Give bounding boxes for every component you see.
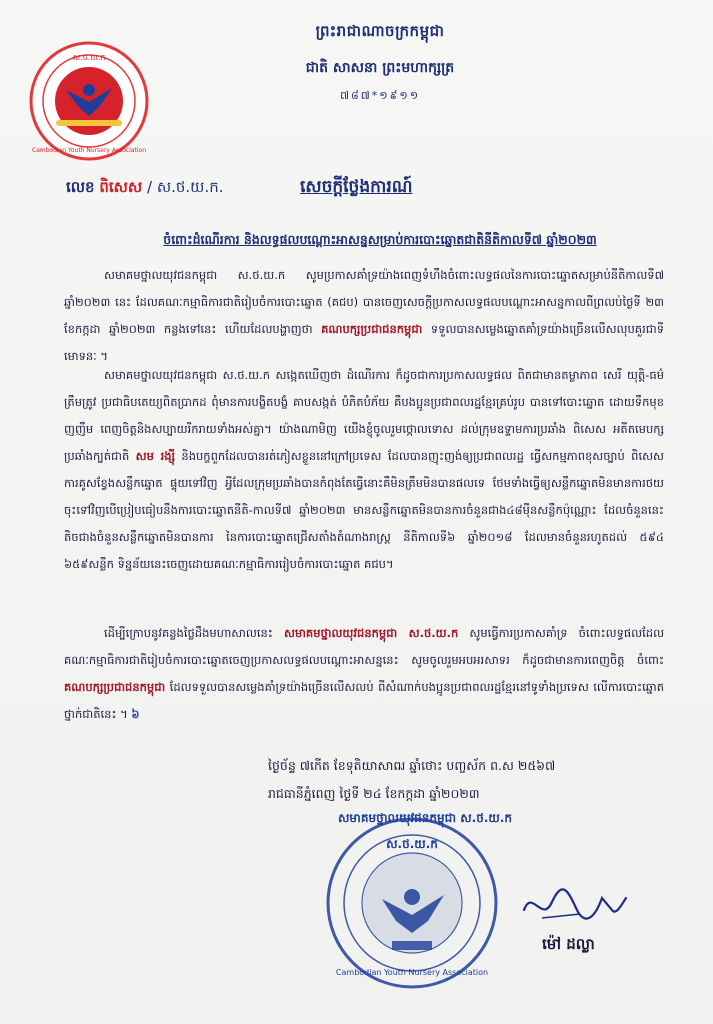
paragraph-1 bbox=[64, 262, 664, 370]
official-seal bbox=[324, 815, 500, 991]
reference-label: លេខ bbox=[66, 178, 95, 196]
opposition-name-bold: សម រង្ស៊ី bbox=[135, 449, 176, 463]
svg-text:ស.ថ.យ.ក: ស.ថ.យ.ក bbox=[72, 53, 106, 62]
document-title: សេចក្តីថ្លែងការណ៍ bbox=[300, 177, 413, 197]
paragraph-1-text: សមាគមថ្នាលយុវជនកម្ពុជា ស.ថ.យ.ក សូមប្រកាសគាំទ្រយ៉ាងពេញទំហឹងចំពោះលទ្ធផលនៃការបោះឆ្នោតសម្រាប់នីតិកាលទី៧ ឆ្នាំ២០២៣ នេះ ដែលគណៈកម្មាធិការជាតិរៀបចំការបោះឆ្នោត (គជប) បានចេញសេចក្តីប្រកាសលទ្ធផលបណ្តោះអាសន្នកាលពីព្រលប់ថ្ងៃទី ២៣ ខែកក្កដា ឆ្នាំ២០២៣ កន្លងទៅនេះ ហើយដែលបង្ហាញថា bbox=[64, 268, 664, 336]
signer-name: ម៉ៅ ដល្លា bbox=[542, 935, 595, 953]
paragraph-3 bbox=[64, 620, 664, 728]
lunar-date: ថ្ងៃច័ន្ទ ៧កើត ខែទុតិយាសាឍ ឆ្នាំថោះ បញ្ចស័ក ព.ស ២៥៦៧ bbox=[268, 758, 556, 773]
svg-text:Cambodian Youth Nursery Associ: Cambodian Youth Nursery Association bbox=[31, 147, 147, 154]
seal-text: Cambodian Youth Nursery Association bbox=[335, 968, 489, 977]
kingdom-header bbox=[200, 18, 560, 105]
document-subject: ចំពោះដំណើរការ និងលទ្ធផលបណ្តោះអាសន្នសម្រាប់ការបោះឆ្នោតជាតិនីតិកាលទី៧ ឆ្នាំ២០២៣ bbox=[163, 232, 597, 247]
solar-date: រាជធានីភ្នំពេញ ថ្ងៃទី ២៤ ខែកក្កដា ឆ្នាំ២០២៣ bbox=[268, 786, 480, 801]
signing-organization: សមាគមថ្នាលយុវជនកម្ពុជា ស.ថ.យ.ក bbox=[338, 811, 513, 825]
paragraph-2-end: និងបក្ខពួកដែលបានរត់ភៀសខ្លួននៅក្រៅប្រទេស ដែលបានញុះញង់ឲ្យប្រជាពលរដ្ឋ ធ្វើសកម្មភាពខុសច្បាប់ ពិសេសការគូសខ្វែងសន្លឹកឆ្នោត ផ្ទុយទៅវិញ អ្វីដែលក្រុមប្រឆាំងបានកំពុងតែធ្វើនោះគឺមិនត្រឹមមិនបានផលទេ ថែមទាំងធ្វើឲ្យសន្លឹកឆ្នោតមិនមានការថយចុះទៅវិញបើប្រៀបធៀបនឹងការបោះឆ្នោតនីតិ-កាលទី៧ ឆ្នាំ២០២៣ មានសន្លឹកឆ្នោតមិនបានការចំនួនជាង៤៨ម៉ឺនសន្លឹកប៉ុណ្ណោះ ដែលចំនួននេះតិចជាងចំនួនសន្លឹកឆ្នោតមិនបានការ នៃការបោះឆ្នោតជ្រើសតាំងតំណាងរាស្ត្រ នីតិកាលទី៦ ឆ្នាំ២០១៨ ដែលមានចំនួនរហូតដល់ ៥៩៤ ៦៥៩សន្លឹក ទិន្នន័យនេះចេញដោយគណៈកម្មាធិការរៀបចំការបោះឆ្នោត គជប។ bbox=[64, 449, 664, 571]
paragraph-2 bbox=[64, 362, 664, 578]
seal-abbrev: ស.ថ.យ.ក bbox=[386, 837, 438, 851]
association-name-bold: សមាគមថ្នាលយុវជនកម្ពុជា ស.ថ.យ.ក bbox=[284, 626, 459, 640]
reference-suffix: / ស.ថ.យ.ក. bbox=[147, 178, 224, 196]
paragraph-1-end: ទទួលបានសម្លេងឆ្នោតគាំទ្រយ៉ាងច្រើនលើសលុបគួរជាទីមោទនៈ ។ bbox=[64, 322, 664, 363]
end-mark: ៦ bbox=[131, 707, 140, 721]
party-name-bold: គណបក្សប្រជាជនកម្ពុជា bbox=[321, 322, 423, 336]
paragraph-3-text: ដើម្បីក្រោបនូវគន្លងថ្លៃដឹងមហាសាលនេះ bbox=[104, 626, 273, 640]
national-motto: ជាតិ សាសនា ព្រះមហាក្សត្រ bbox=[305, 60, 455, 76]
header-ornament: ៧៨៧*១៩១១ bbox=[339, 89, 421, 102]
handwritten-signature bbox=[520, 880, 630, 930]
association-logo bbox=[28, 40, 150, 162]
reference-code: ពិសេស bbox=[99, 178, 143, 196]
paragraph-3-end: ដែលទទួលបានសម្លេងគាំទ្រយ៉ាងច្រើនលើសលប់ ពីសំណាក់បងប្អូនប្រជាពលរដ្ឋខ្មែរនៅទូទាំងប្រទេស លើការបោះឆ្នោតថ្នាក់ជាតិនេះ ។ bbox=[64, 680, 664, 721]
paragraph-2-text: សមាគមថ្នាលយុវជនកម្ពុជា ស.ថ.យ.ក សង្កេតឃើញថា ដំណើរការ ក៏ដូចជាការប្រកាសលទ្ធផល ពិតជាមានតម្លាភាព សេរី យុត្តិ-ធម៌ ត្រឹមត្រូវ ប្រជាធិបតេយ្យពិតប្រាកដ ពុំមានការបង្ខិតបង្ខំ គាបសង្កត់ បំភិតបំភ័យ គឺបងប្អូនប្រជាពលរដ្ឋខ្មែរគ្រប់រូប បានទៅបោះឆ្នោត ដោយទឹកមុខញញឹម ពេញចិត្តនិងសប្បាយរីករាយទាំងអស់គ្នា។ យ៉ាងណាមិញ យើងខ្ញុំចូលរួមថ្កោលទោស ដល់ក្រុមឧទ្ទាមការប្រឆាំង ពិសេស អតីតមេបក្សប្រឆាំងក្បត់ជាតិ bbox=[64, 368, 664, 463]
kingdom-title: ព្រះរាជាណាចក្រកម្ពុជា bbox=[315, 22, 445, 40]
party-name-bold-2: គណបក្សប្រជាជនកម្ពុជា bbox=[64, 680, 166, 694]
paragraph-3-mid: សូមធ្វើការប្រកាសគាំទ្រ ចំពោះលទ្ធផលដែលគណៈកម្មាធិការជាតិរៀបចំការបោះឆ្នោតចេញប្រកាសលទ្ធផលបណ្តោះអាសន្ននេះ សូមចូលរួមអបអរសាទរ ក៏ដូចជាមានការពេញចិត្ត ចំពោះ bbox=[64, 626, 665, 667]
reference-number bbox=[66, 178, 224, 200]
